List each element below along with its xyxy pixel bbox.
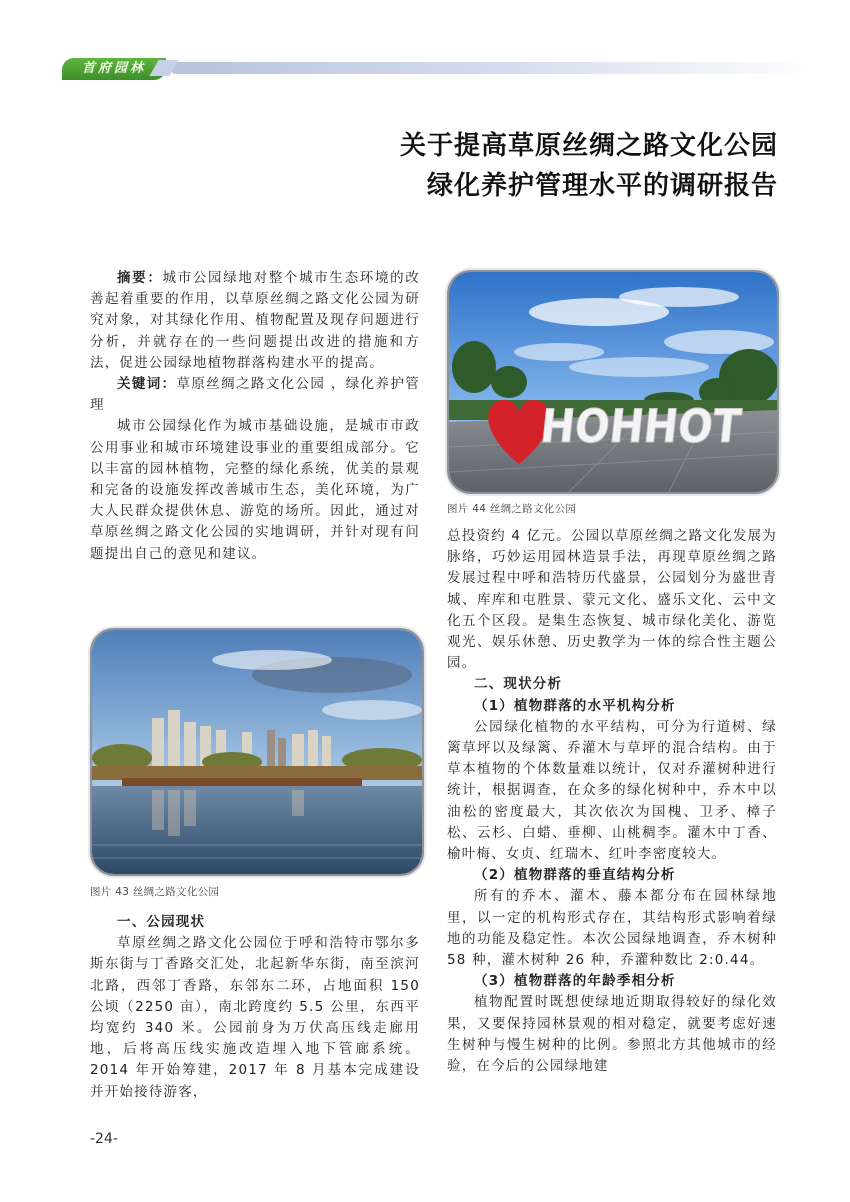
header-bar <box>170 62 820 74</box>
figure-44-caption: 图片 44 丝绸之路文化公园 <box>447 503 577 515</box>
abstract <box>90 268 420 374</box>
abstract-label: 摘要： <box>117 270 163 286</box>
left-column-top <box>90 268 420 565</box>
section2-heading: 二、现状分析 <box>474 676 563 693</box>
section1-text: 草原丝绸之路文化公园位于呼和浩特市鄂尔多斯东街与丁香路交汇处，北起新华东街，南至滨河北路，西邻丁香路，东邻东二环，占地面积 150 公顷（2250 亩），南北跨度约 5.5 公里，东西平均宽约 340 米。公园前身为万伏高压线走廊用地，后将高压线实施改造埋入地下管廊系统。2014 年开始筹建，2017 年 8 月基本完成建设并开始接待游客， <box>90 935 420 1100</box>
page-number: -24- <box>90 1131 118 1147</box>
sub2-text: 所有的乔木、灌木、藤本都分布在园林绿地里，以一定的机构形式存在，其结构形式影响着绿地的功能及稳定性。本次公园绿地调查，乔木树种 58 种，灌木树种 26 种，乔灌种数比 2:0.44。 <box>447 888 777 969</box>
sub3-text: 植物配置时既想使绿地近期取得较好的绿化效果，又要保持园林景观的相对稳定，就要考虑好速生树种与慢生树种的比例。参照北方其他城市的经验，在今后的公园绿地建 <box>447 994 777 1075</box>
sub1-text: 公园绿化植物的水平结构，可分为行道树、绿篱草坪以及绿篱、乔灌木与草坪的混合结构。由于草本植物的个体数量难以统计，仅对乔灌树种进行统计，根据调查，在众多的绿化树种中，乔木中以油松的密度最大，其次依次为国槐、卫矛、樟子松、云杉、白蜡、垂柳、山桃稠李。灌木中丁香、榆叶梅、女贞、红瑞木、红叶李密度较大。 <box>447 718 777 863</box>
title-line-2: 绿化养护管理水平的调研报告 <box>426 171 778 201</box>
intro-paragraph: 城市公园绿化作为城市基础设施，是城市市政公用事业和城市环境建设事业的重要组成部分。它以丰富的园林植物，完整的绿化系统，优美的景观和完备的设施发挥改善城市生态，美化环境，为广大人民群众提供休息、游览的场所。因此，通过对草原丝绸之路文化公园的实地调研，并针对现有问题提出自己的意见和建议。 <box>90 418 420 562</box>
photo-hohhot-sign <box>447 270 779 494</box>
abstract-text: 城市公园绿地对整个城市生态环境的改善起着重要的作用，以草原丝绸之路文化公园为研究对象，对其绿化作用、植物配置及现存问题进行分析，并就存在的一些问题提出改进的措施和方法，促进公园绿地植物群落构建水平的提高。 <box>90 270 420 371</box>
continuation-paragraph: 总投资约 4 亿元。公园以草原丝绸之路文化发展为脉络，巧妙运用园林造景手法，再现草原丝绸之路发展过程中呼和浩特历代盛景，公园划分为盛世青城、库库和屯胜景、蒙元文化、盛乐文化、云中文化五个区段。是集生态恢复、城市绿化美化、游览观光、娱乐休憩、历史教学为一体的综合性主题公园。 <box>447 528 777 672</box>
section-tab: 首府园林 <box>62 58 166 80</box>
photo-lake-buildings <box>90 628 424 876</box>
sub2-heading: （2）植物群落的垂直结构分析 <box>474 867 676 884</box>
right-column <box>447 526 777 1077</box>
section1-heading: 一、公园现状 <box>117 914 206 930</box>
keywords <box>90 374 420 416</box>
sub1-heading: （1）植物群落的水平机构分析 <box>474 697 676 714</box>
keywords-label: 关键词： <box>117 376 177 393</box>
figure-43-caption: 图片 43 丝绸之路文化公园 <box>90 886 220 898</box>
left-column-bottom <box>90 912 420 1103</box>
title-line-1: 关于提高草原丝绸之路文化公园 <box>399 131 778 161</box>
hohhot-sign-text: HOHHOT <box>537 399 769 453</box>
keywords-text: 草原丝绸之路文化公园 ，绿化养护管理 <box>90 376 420 414</box>
article-title <box>400 126 778 206</box>
sub3-heading: （3）植物群落的年龄季相分析 <box>474 973 676 990</box>
